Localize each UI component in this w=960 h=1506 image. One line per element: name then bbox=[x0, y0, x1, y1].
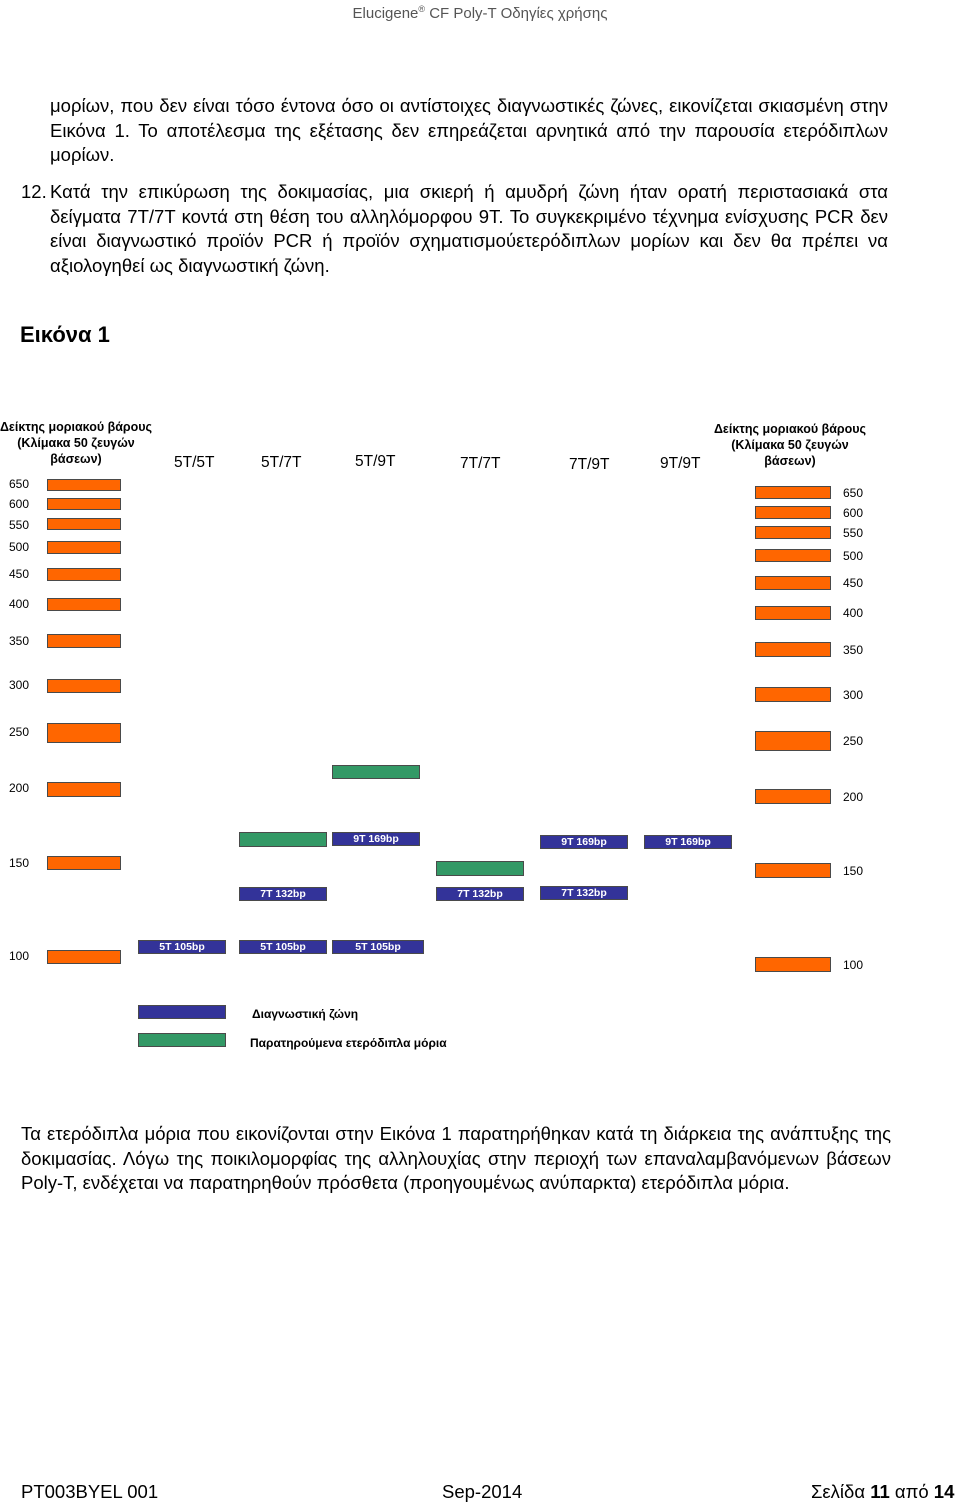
ladder-band-550 bbox=[47, 518, 121, 530]
legend-label-diagnostic: Διαγνωστική ζώνη bbox=[252, 1007, 359, 1021]
ladder-label-500: 500 bbox=[9, 540, 30, 554]
column-header-9t9t: 9T/9T bbox=[660, 455, 701, 472]
ladder-title-line2: (Κλίμακα 50 ζευγών bbox=[731, 438, 849, 452]
column-header-7t9t: 7T/9T bbox=[569, 456, 610, 473]
legend-label-heteroduplex: Παρατηρούμενα ετερόδιπλα μόρια bbox=[250, 1036, 447, 1050]
page-total: 14 bbox=[933, 1481, 955, 1502]
ladder-band-600 bbox=[47, 498, 121, 510]
ladder-band-450 bbox=[47, 568, 121, 581]
ladder-band-200 bbox=[47, 782, 121, 797]
page-header bbox=[0, 0, 960, 23]
ladder-label-250: 250 bbox=[843, 734, 864, 748]
ladder-band-100 bbox=[47, 950, 121, 964]
ladder-title-line3: βάσεων) bbox=[50, 452, 102, 466]
ladder-label-100: 100 bbox=[9, 949, 30, 963]
ladder-label-200: 200 bbox=[9, 781, 30, 795]
ladder-label-600: 600 bbox=[843, 506, 864, 520]
ladder-label-650: 650 bbox=[9, 477, 30, 491]
ladder-label-600: 600 bbox=[9, 497, 30, 511]
page-prefix: Σελίδα bbox=[811, 1481, 871, 1502]
diagnostic-band-9t: 9T 169bp bbox=[332, 832, 420, 846]
ladder-band-650 bbox=[755, 486, 831, 499]
ladder-label-500: 500 bbox=[843, 549, 864, 563]
header-brand: Elucigene bbox=[352, 5, 419, 22]
list-item-12: Κατά την επικύρωση της δοκιμασίας, μια σκιερή ή αμυδρή ζώνη ήταν ορατή περιστασιακά στα δείγματα 7T/7T κοντά στη θέση του αλληλόμορφου 9T. Το συγκεκριμένο τέχνημα ενίσχυσης PCR δεν είναι διαγνωστικό προϊόν PCR ή προϊόν σχηματισμούετερόδιπλων μορίων και δεν θα πρέπει να αξιολογηθεί ως διαγνωστική ζώνη. bbox=[50, 181, 888, 276]
ladder-label-400: 400 bbox=[843, 606, 864, 620]
ladder-title-line1: Δείκτης μοριακού βάρους bbox=[713, 422, 867, 436]
ladder-label-350: 350 bbox=[9, 634, 30, 648]
legend-swatch-diagnostic bbox=[138, 1005, 226, 1019]
ladder-label-450: 450 bbox=[9, 567, 30, 581]
ladder-label-300: 300 bbox=[843, 688, 864, 702]
ladder-band-150 bbox=[47, 856, 121, 870]
column-header-5t7t: 5T/7T bbox=[261, 454, 302, 471]
ladder-label-650: 650 bbox=[843, 486, 864, 500]
column-header-5t9t: 5T/9T bbox=[355, 453, 396, 470]
ladder-band-300 bbox=[755, 687, 831, 702]
page-mid: από bbox=[889, 1481, 934, 1502]
ladder-band-400 bbox=[47, 598, 121, 611]
diagnostic-band-5t: 5T 105bp bbox=[332, 940, 424, 954]
ladder-band-550 bbox=[755, 526, 831, 539]
ladder-band-300 bbox=[47, 679, 121, 693]
ladder-title-line1: Δείκτης μοριακού βάρους bbox=[0, 420, 153, 434]
ladder-label-250: 250 bbox=[9, 725, 30, 739]
footer-page-number bbox=[811, 1481, 954, 1503]
paragraph-after-figure: Τα ετερόδιπλα μόρια που εικονίζονται στην Εικόνα 1 παρατηρήθηκαν κατά τη διάρκεια της ανάπτυξης της δοκιμασίας. Λόγω της ποικιλομορφίας της αλληλουχίας στην περιοχή των επαναλαμβανόμενων βάσεων Poly-T, ενδέχεται να παρατηρηθούν πρόσθετα (προηγουμένως ανύπαρκτα) ετερόδιπλα μόρια. bbox=[21, 1123, 891, 1193]
ladder-band-650 bbox=[47, 479, 121, 491]
ladder-band-100 bbox=[755, 957, 831, 972]
heteroduplex-band bbox=[436, 861, 524, 876]
ladder-label-200: 200 bbox=[843, 790, 864, 804]
ladder-label-550: 550 bbox=[9, 518, 30, 532]
ladder-label-100: 100 bbox=[843, 958, 864, 972]
ladder-band-500 bbox=[47, 541, 121, 554]
ladder-label-350: 350 bbox=[843, 643, 864, 657]
ladder-band-500 bbox=[755, 549, 831, 562]
list-number-12: 12. bbox=[21, 181, 47, 202]
ladder-label-150: 150 bbox=[843, 864, 864, 878]
legend-swatch-heteroduplex bbox=[138, 1033, 226, 1047]
ladder-band-200 bbox=[755, 789, 831, 804]
ladder-title-right bbox=[710, 421, 870, 469]
footer-date: Sep-2014 bbox=[442, 1481, 523, 1502]
heteroduplex-band bbox=[239, 832, 327, 847]
ladder-label-550: 550 bbox=[843, 526, 864, 540]
ladder-title-line3: βάσεων) bbox=[764, 454, 816, 468]
figure-title: Εικόνα 1 bbox=[20, 322, 110, 347]
ladder-band-350 bbox=[47, 634, 121, 648]
page-current: 11 bbox=[870, 1481, 890, 1502]
ladder-label-400: 400 bbox=[9, 597, 30, 611]
ladder-label-450: 450 bbox=[843, 576, 864, 590]
ladder-band-250 bbox=[47, 723, 121, 743]
heteroduplex-band bbox=[332, 765, 420, 779]
column-header-7t7t: 7T/7T bbox=[460, 455, 501, 472]
ladder-band-150 bbox=[755, 863, 831, 878]
diagnostic-band-9t: 9T 169bp bbox=[644, 835, 732, 849]
diagnostic-band-7t: 7T 132bp bbox=[436, 887, 524, 901]
ladder-label-150: 150 bbox=[9, 856, 30, 870]
registered-mark: ® bbox=[418, 4, 426, 14]
header-title: CF Poly-T Οδηγίες χρήσης bbox=[425, 5, 608, 22]
ladder-title-left bbox=[0, 419, 156, 467]
diagnostic-band-7t: 7T 132bp bbox=[239, 887, 327, 901]
column-header-5t5t: 5T/5T bbox=[174, 454, 215, 471]
diagnostic-band-7t: 7T 132bp bbox=[540, 886, 628, 900]
ladder-band-350 bbox=[755, 642, 831, 657]
diagnostic-band-5t: 5T 105bp bbox=[138, 940, 226, 954]
ladder-band-450 bbox=[755, 576, 831, 590]
footer-document-code: PT003BYEL 001 bbox=[21, 1481, 159, 1502]
ladder-band-400 bbox=[755, 606, 831, 620]
diagnostic-band-9t: 9T 169bp bbox=[540, 835, 628, 849]
ladder-label-300: 300 bbox=[9, 678, 30, 692]
ladder-title-line2: (Κλίμακα 50 ζευγών bbox=[17, 436, 135, 450]
diagnostic-band-5t: 5T 105bp bbox=[239, 940, 327, 954]
paragraph-heteroduplex: μορίων, που δεν είναι τόσο έντονα όσο οι αντίστοιχες διαγνωστικές ζώνες, εικονίζεται σκιασμένη στην Εικόνα 1. Το αποτέλεσμα της εξέτασης δεν επηρεάζεται αρνητικά από την παρουσία ετερόδιπλων μορίων. bbox=[50, 95, 888, 165]
ladder-band-600 bbox=[755, 506, 831, 519]
ladder-band-250 bbox=[755, 731, 831, 751]
